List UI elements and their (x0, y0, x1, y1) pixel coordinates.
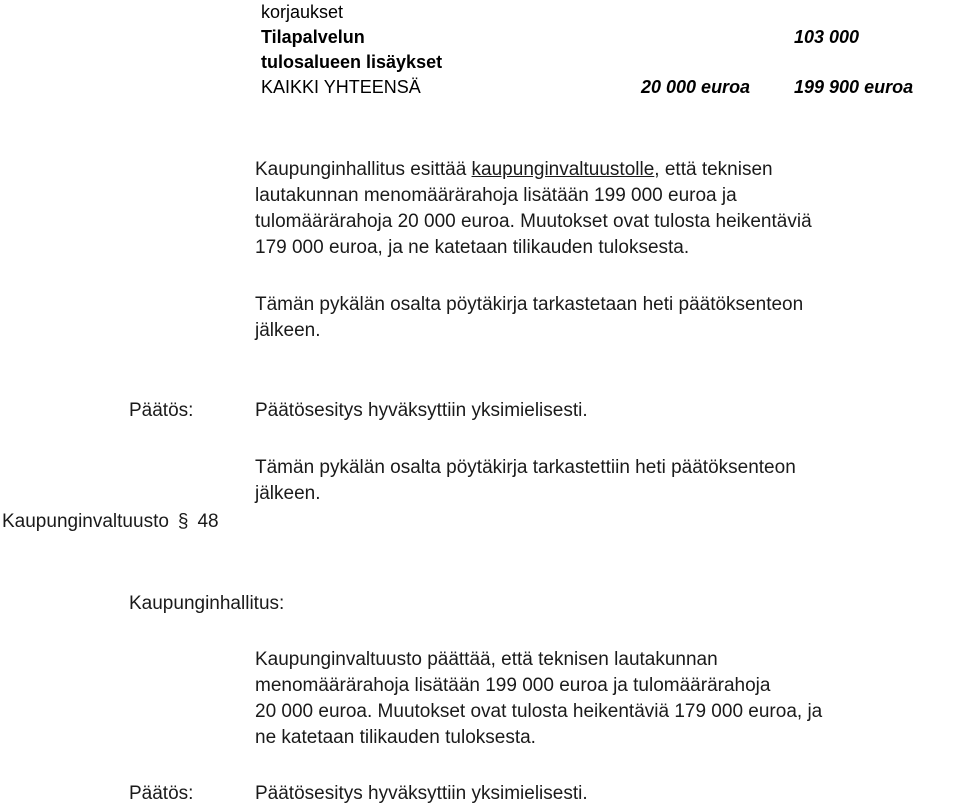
section-sign-icon: § (177, 511, 189, 532)
council-decision-paragraph (255, 647, 955, 751)
board-label: Kaupunginhallitus: (129, 593, 285, 614)
decision-text-2: Päätösesitys hyväksyttiin yksimielisesti. (255, 783, 588, 804)
council-decision-line-4: ne katetaan tilikauden tuloksesta. (255, 727, 536, 748)
minutes-note (255, 292, 955, 344)
decision-label-1: Päätös: (129, 400, 194, 421)
council-decision-line-2: menomäärärahoja lisätään 199 000 euroa ja tulomäärärahoja (255, 675, 771, 696)
table-row-label-korjaukset: korjaukset (261, 2, 344, 22)
council-link[interactable]: kaupunginvaltuustolle (471, 159, 655, 180)
table-total-label: KAIKKI YHTEENSÄ (261, 77, 421, 97)
proposal-line-1-pre: Kaupunginhallitus esittää (255, 159, 472, 180)
minutes-checked-line-1: Tämän pykälän osalta pöytäkirja tarkastettiin heti päätöksenteon (255, 457, 796, 478)
proposal-line-1 (255, 157, 955, 183)
minutes-note-line-1: Tämän pykälän osalta pöytäkirja tarkastetaan heti päätöksenteon (255, 294, 804, 315)
table-total-expense: 199 900 euroa (794, 77, 914, 97)
council-decision-line-1: Kaupunginvaltuusto päättää, että teknisen lautakunnan (255, 649, 718, 670)
table-total-income: 20 000 euroa (641, 77, 751, 97)
decision-text-1: Päätösesitys hyväksyttiin yksimielisesti. (255, 400, 588, 421)
table-row-label-tilapalvelun: Tilapalvelun (261, 27, 365, 47)
council-decision-line-3: 20 000 euroa. Muutokset ovat tulosta heikentäviä 179 000 euroa, ja (255, 701, 823, 722)
proposal-line-2: lautakunnan menomäärärahoja lisätään 199 000 euroa ja (255, 185, 737, 206)
proposal-line-4: 179 000 euroa, ja ne katetaan tilikauden tuloksesta. (255, 237, 690, 258)
proposal-line-3: tulomäärärahoja 20 000 euroa. Muutokset ovat tulosta heikentäviä (255, 211, 812, 232)
table-cell-tilapalvelun-value: 103 000 (794, 27, 860, 47)
minutes-checked-line-2: jälkeen. (255, 483, 321, 504)
decision-label-2: Päätös: (129, 783, 194, 804)
section-body: Kaupunginvaltuusto (2, 511, 169, 532)
proposal-line-1-post: , että teknisen (654, 159, 773, 180)
proposal-paragraph (255, 157, 955, 261)
section-heading (2, 509, 219, 535)
minutes-note-line-2: jälkeen. (255, 320, 321, 341)
table-row-label-tulosalue: tulosalueen lisäykset (261, 52, 443, 72)
section-number: 48 (197, 511, 219, 532)
minutes-checked (255, 455, 955, 507)
